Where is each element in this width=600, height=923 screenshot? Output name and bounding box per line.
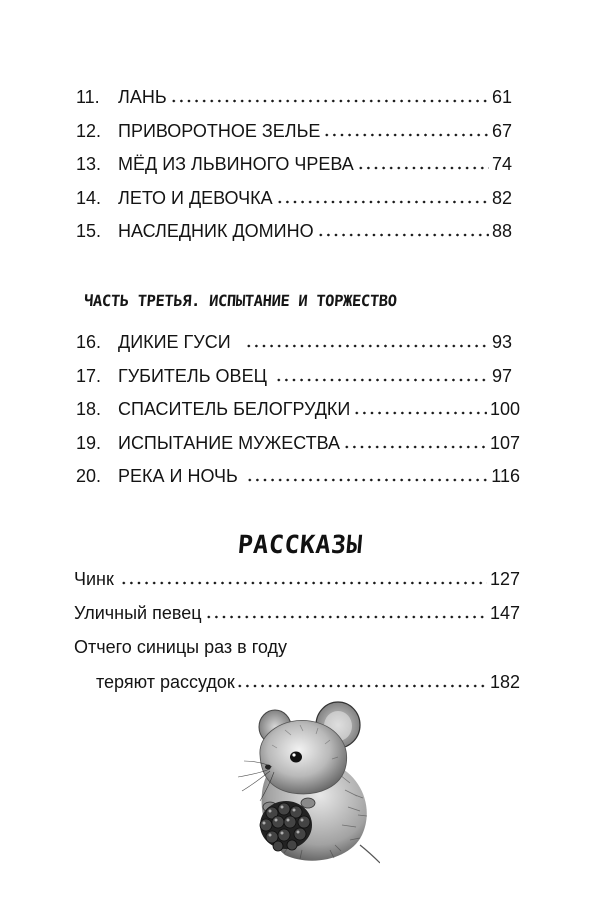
dot-leader	[205, 615, 487, 619]
page-number: 61	[491, 87, 512, 107]
toc-entry-story-street-singer[interactable]	[74, 602, 520, 624]
dot-leader	[276, 200, 489, 204]
toc-entry-chapter-18[interactable]	[76, 398, 520, 420]
chapter-title: СПАСИТЕЛЬ БЕЛОГРУДКИ	[118, 399, 351, 419]
chapter-title: НАСЛЕДНИК ДОМИНО	[118, 221, 314, 241]
story-title-line-2: теряют рассудок	[96, 672, 235, 692]
toc-entry-chapter-20[interactable]	[76, 465, 520, 487]
dot-leader	[353, 411, 487, 415]
mouse-with-raspberry-illustration	[230, 695, 380, 865]
dot-leader	[120, 581, 487, 585]
dot-leader	[246, 478, 488, 482]
chapter-number: 17.	[76, 366, 102, 386]
chapter-number: 15.	[76, 221, 102, 241]
chapter-title: РЕКА И НОЧЬ	[118, 466, 238, 486]
toc-entry-chapter-12[interactable]	[76, 120, 512, 142]
toc-entry-story-titmice[interactable]	[96, 671, 520, 693]
stories-section-title: РАССКАЗЫ	[236, 530, 364, 559]
chapter-title: ПРИВОРОТНОЕ ЗЕЛЬЕ	[118, 121, 321, 141]
page-number: 100	[489, 399, 520, 419]
chapter-number: 16.	[76, 332, 102, 352]
toc-entry-chapter-14[interactable]	[76, 187, 512, 209]
dot-leader	[343, 445, 487, 449]
toc-entry-chapter-17[interactable]	[76, 365, 512, 387]
toc-entry-story-chink[interactable]	[74, 568, 520, 590]
chapter-title: МЁД ИЗ ЛЬВИНОГО ЧРЕВА	[118, 154, 354, 174]
chapter-number: 13.	[76, 154, 102, 174]
dot-leader	[317, 233, 489, 237]
page-number: 82	[491, 188, 512, 208]
page-number: 182	[489, 672, 520, 692]
page-number: 88	[491, 221, 512, 241]
chapter-number: 19.	[76, 433, 102, 453]
chapter-number: 18.	[76, 399, 102, 419]
chapter-title: ЛАНЬ	[118, 87, 167, 107]
page-number: 93	[491, 332, 512, 352]
chapter-title: ЛЕТО И ДЕВОЧКА	[118, 188, 273, 208]
toc-entry-chapter-16[interactable]	[76, 331, 512, 353]
dot-leader	[275, 378, 489, 382]
toc-entry-chapter-11[interactable]	[76, 86, 512, 108]
page-number: 74	[491, 154, 512, 174]
dot-leader	[357, 166, 489, 170]
toc-entry-chapter-19[interactable]	[76, 432, 520, 454]
dot-leader	[170, 99, 489, 103]
page-number: 116	[491, 466, 520, 486]
chapter-number: 20.	[76, 466, 102, 486]
story-title-line-1[interactable]: Отчего синицы раз в году	[74, 637, 288, 657]
page-number: 147	[489, 603, 520, 623]
dot-leader	[323, 133, 489, 137]
toc-entry-chapter-13[interactable]	[76, 153, 512, 175]
story-title: Чинк	[74, 569, 114, 589]
toc-entry-chapter-15[interactable]	[76, 220, 512, 242]
dot-leader	[236, 684, 487, 688]
part-three-title: ЧАСТЬ ТРЕТЬЯ. ИСПЫТАНИЕ И ТОРЖЕСТВО	[83, 292, 398, 310]
page-number: 127	[489, 569, 520, 589]
chapter-number: 11.	[76, 87, 100, 107]
chapter-number: 14.	[76, 188, 102, 208]
chapter-title: ДИКИЕ ГУСИ	[118, 332, 231, 352]
page-number: 97	[491, 366, 512, 386]
chapter-number: 12.	[76, 121, 102, 141]
story-title: Уличный певец	[74, 603, 202, 623]
page-number: 67	[491, 121, 512, 141]
chapter-title: ИСПЫТАНИЕ МУЖЕСТВА	[118, 433, 341, 453]
dot-leader	[245, 344, 489, 348]
page-number: 107	[489, 433, 520, 453]
chapter-title: ГУБИТЕЛЬ ОВЕЦ	[118, 366, 267, 386]
